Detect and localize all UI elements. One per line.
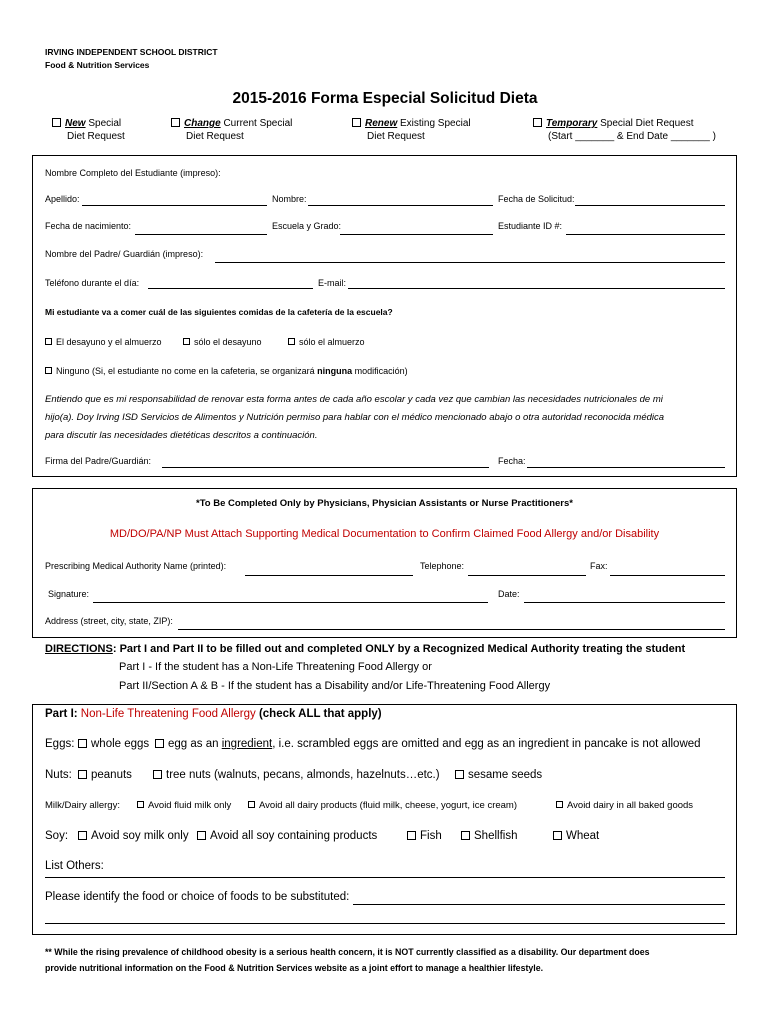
milk-3-checkbox[interactable]	[556, 801, 563, 808]
telephone-label: Telephone:	[420, 561, 465, 571]
substitute-label: Please identify the food or choice of foods to be substituted:	[45, 891, 350, 903]
fax-field[interactable]	[610, 575, 725, 576]
email-field[interactable]	[348, 288, 725, 289]
footer-note-line-2: provide nutritional information on the Food & Nutrition Services website as a joint effort to manage a healthier lifestyle.	[45, 963, 544, 973]
department-name: Food & Nutrition Services	[45, 60, 150, 70]
milk-label: Milk/Dairy allergy:	[45, 800, 120, 811]
egg-ingredient-option[interactable]	[155, 738, 701, 750]
responsibility-paragraph	[45, 391, 735, 445]
fecha-solicitud-field[interactable]	[575, 205, 725, 206]
firma-label: Firma del Padre/Guardián:	[45, 456, 152, 466]
temporary-label: Temporary	[546, 118, 598, 129]
milk-option-1[interactable]	[137, 800, 231, 811]
soy-2-checkbox[interactable]	[197, 831, 206, 840]
meals-question: Mi estudiante va a comer cuál de las siguientes comidas de la cafetería de la escuela?	[45, 307, 393, 317]
meal-none-checkbox[interactable]	[45, 367, 52, 374]
sesame-label: sesame seeds	[468, 769, 543, 781]
signature-field[interactable]	[93, 602, 488, 603]
temporary-checkbox[interactable]	[533, 118, 542, 127]
peanuts-label: peanuts	[91, 769, 132, 781]
estudiante-id-label: Estudiante ID #:	[498, 221, 563, 231]
padre-field[interactable]	[215, 262, 725, 263]
whole-eggs-label: whole eggs	[91, 738, 150, 750]
sesame-option[interactable]	[455, 769, 542, 781]
change-checkbox[interactable]	[171, 118, 180, 127]
renew-label: Renew	[365, 118, 398, 129]
change-label-line2: Diet Request	[186, 131, 244, 142]
fax-label: Fax:	[590, 561, 608, 571]
new-label-line2: Diet Request	[67, 131, 125, 142]
sesame-checkbox[interactable]	[455, 770, 464, 779]
renew-request-option[interactable]	[352, 117, 471, 143]
meal-breakfast-checkbox[interactable]	[183, 338, 190, 345]
milk-3-label: Avoid dairy in all baked goods	[567, 800, 694, 811]
wheat-option[interactable]	[553, 830, 599, 842]
address-label: Address (street, city, state, ZIP):	[45, 616, 173, 626]
temporary-label-rest: Special Diet Request	[597, 118, 694, 129]
meal-option-breakfast[interactable]	[183, 337, 262, 347]
list-others-label: List Others:	[45, 860, 104, 872]
egg-ingredient-a: egg as an	[168, 738, 222, 750]
apellido-label: Apellido:	[45, 194, 80, 204]
directions-line-2: Part II/Section A & B - If the student has a Disability and/or Life-Threatening Food Allergy	[119, 680, 551, 692]
telefono-label: Teléfono durante el día:	[45, 278, 140, 288]
milk-2-checkbox[interactable]	[248, 801, 255, 808]
signature-label: Signature:	[48, 589, 90, 599]
meal-none-label-c: modificación)	[352, 366, 408, 376]
nuts-label: Nuts:	[45, 769, 72, 781]
date-label: Date:	[498, 589, 520, 599]
tree-nuts-checkbox[interactable]	[153, 770, 162, 779]
shellfish-option[interactable]	[461, 830, 517, 842]
fecha-nacimiento-field[interactable]	[135, 234, 267, 235]
meal-option-both[interactable]	[45, 337, 162, 347]
para-line-2: hijo(a). Doy Irving ISD Servicios de Alimentos y Nutrición permiso para hablar con el médico mencionado abajo o otra autoridad reconocida médica	[45, 412, 665, 423]
fecha-nacimiento-label: Fecha de nacimiento:	[45, 221, 132, 231]
nombre-label: Nombre:	[272, 194, 307, 204]
district-name: IRVING INDEPENDENT SCHOOL DISTRICT	[45, 47, 218, 57]
prescribing-field[interactable]	[245, 575, 413, 576]
list-others-field[interactable]	[45, 877, 725, 878]
fecha-field[interactable]	[527, 467, 725, 468]
telefono-field[interactable]	[148, 288, 313, 289]
milk-1-checkbox[interactable]	[137, 801, 144, 808]
page-title: 2015-2016 Forma Especial Solicitud Dieta	[232, 90, 538, 107]
physician-heading: *To Be Completed Only by Physicians, Physician Assistants or Nurse Practitioners*	[196, 498, 573, 509]
directions-label: DIRECTIONS	[45, 643, 113, 655]
directions-text	[45, 643, 685, 655]
egg-ingredient-checkbox[interactable]	[155, 739, 164, 748]
meal-none-label-a: Ninguno (Si, el estudiante no come en la cafeteria, se organizará	[56, 366, 318, 376]
part1-title	[45, 708, 382, 720]
temporary-dates: (Start _______ & End Date _______ )	[548, 131, 716, 142]
full-name-label: Nombre Completo del Estudiante (impreso):	[45, 168, 221, 178]
part1-title-a: Part I:	[45, 708, 81, 720]
tree-nuts-option[interactable]	[153, 769, 440, 781]
new-checkbox[interactable]	[52, 118, 61, 127]
fish-label: Fish	[420, 830, 442, 842]
meal-breakfast-label: sólo el desayuno	[194, 337, 262, 347]
part1-title-b: Non-Life Threatening Food Allergy	[80, 708, 256, 720]
soy-1-label: Avoid soy milk only	[91, 830, 189, 842]
tree-nuts-label: tree nuts (walnuts, pecans, almonds, hazelnuts…etc.)	[166, 769, 440, 781]
fish-checkbox[interactable]	[407, 831, 416, 840]
whole-eggs-option[interactable]	[78, 738, 149, 750]
apellido-field[interactable]	[82, 205, 267, 206]
estudiante-id-field[interactable]	[566, 234, 725, 235]
date-field[interactable]	[524, 602, 725, 603]
soy-1-checkbox[interactable]	[78, 831, 87, 840]
para-line-1: Entiendo que es mi responsabilidad de renovar esta forma antes de cada año escolar y cada vez que cambian las necesidades nutricionales de mi	[45, 394, 663, 405]
firma-field[interactable]	[162, 467, 489, 468]
escuela-field[interactable]	[340, 234, 493, 235]
meal-none-label-b: ninguna	[317, 366, 353, 376]
prescribing-label: Prescribing Medical Authority Name (printed):	[45, 561, 227, 571]
directions-body: : Part I and Part II to be filled out and completed ONLY by a Recognized Medical Authority treating the student	[112, 643, 686, 655]
egg-ingredient-b: ingredient	[221, 738, 273, 750]
egg-ingredient-c: , i.e. scrambled eggs are omitted and egg as an ingredient in pancake is not allowed	[272, 738, 701, 750]
temporary-request-option[interactable]	[533, 117, 716, 143]
whole-eggs-checkbox[interactable]	[78, 739, 87, 748]
telephone-field[interactable]	[468, 575, 586, 576]
shellfish-label: Shellfish	[474, 830, 518, 842]
footer-note-line-1: ** While the rising prevalence of childhood obesity is a serious health concern, it is NOT currently classified as a disability. Our department does	[45, 947, 650, 957]
part1-title-c: (check ALL that apply)	[255, 708, 382, 720]
meal-both-label: El desayuno y el almuerzo	[56, 337, 162, 347]
soy-option-2[interactable]	[197, 830, 377, 842]
milk-1-label: Avoid fluid milk only	[148, 800, 232, 811]
escuela-label: Escuela y Grado:	[272, 221, 342, 231]
soy-option-1[interactable]	[78, 830, 189, 842]
change-request-option[interactable]	[171, 117, 292, 143]
change-label-rest: Current Special	[220, 118, 293, 129]
shellfish-checkbox[interactable]	[461, 831, 470, 840]
soy-label: Soy:	[45, 830, 69, 842]
peanuts-checkbox[interactable]	[78, 770, 87, 779]
renew-label-line2: Diet Request	[367, 131, 425, 142]
milk-option-3[interactable]	[556, 800, 693, 811]
milk-option-2[interactable]	[248, 800, 517, 811]
renew-checkbox[interactable]	[352, 118, 361, 127]
change-label: Change	[184, 118, 221, 129]
peanuts-option[interactable]	[78, 769, 132, 781]
email-label: E-mail:	[318, 278, 347, 288]
fish-option[interactable]	[407, 830, 442, 842]
substitute-field-2[interactable]	[45, 923, 725, 924]
soy-2-label: Avoid all soy containing products	[210, 830, 378, 842]
new-label-rest: Special	[85, 118, 122, 129]
padre-label: Nombre del Padre/ Guardián (impreso):	[45, 249, 204, 259]
wheat-checkbox[interactable]	[553, 831, 562, 840]
address-field[interactable]	[178, 629, 725, 630]
wheat-label: Wheat	[566, 830, 600, 842]
renew-label-rest: Existing Special	[397, 118, 471, 129]
new-label: New	[65, 118, 86, 129]
meal-option-lunch[interactable]	[288, 337, 365, 347]
para-line-3: para discutir las necesidades dietéticas descritos a continuación.	[45, 430, 318, 441]
fecha-label: Fecha:	[498, 456, 526, 466]
directions-line-1: Part I - If the student has a Non-Life Threatening Food Allergy or	[119, 661, 432, 673]
eggs-label: Eggs:	[45, 738, 75, 750]
meal-lunch-checkbox[interactable]	[288, 338, 295, 345]
new-request-option[interactable]	[52, 117, 125, 143]
documentation-notice: MD/DO/PA/NP Must Attach Supporting Medical Documentation to Confirm Claimed Food Allergy and/or Disability	[109, 528, 660, 540]
substitute-field[interactable]	[353, 904, 725, 905]
meal-option-none[interactable]	[45, 366, 408, 376]
meal-both-checkbox[interactable]	[45, 338, 52, 345]
nombre-field[interactable]	[308, 205, 493, 206]
fecha-solicitud-label: Fecha de Solicitud:	[498, 194, 575, 204]
meal-lunch-label: sólo el almuerzo	[299, 337, 365, 347]
milk-2-label: Avoid all dairy products (fluid milk, cheese, yogurt, ice cream)	[259, 800, 518, 811]
